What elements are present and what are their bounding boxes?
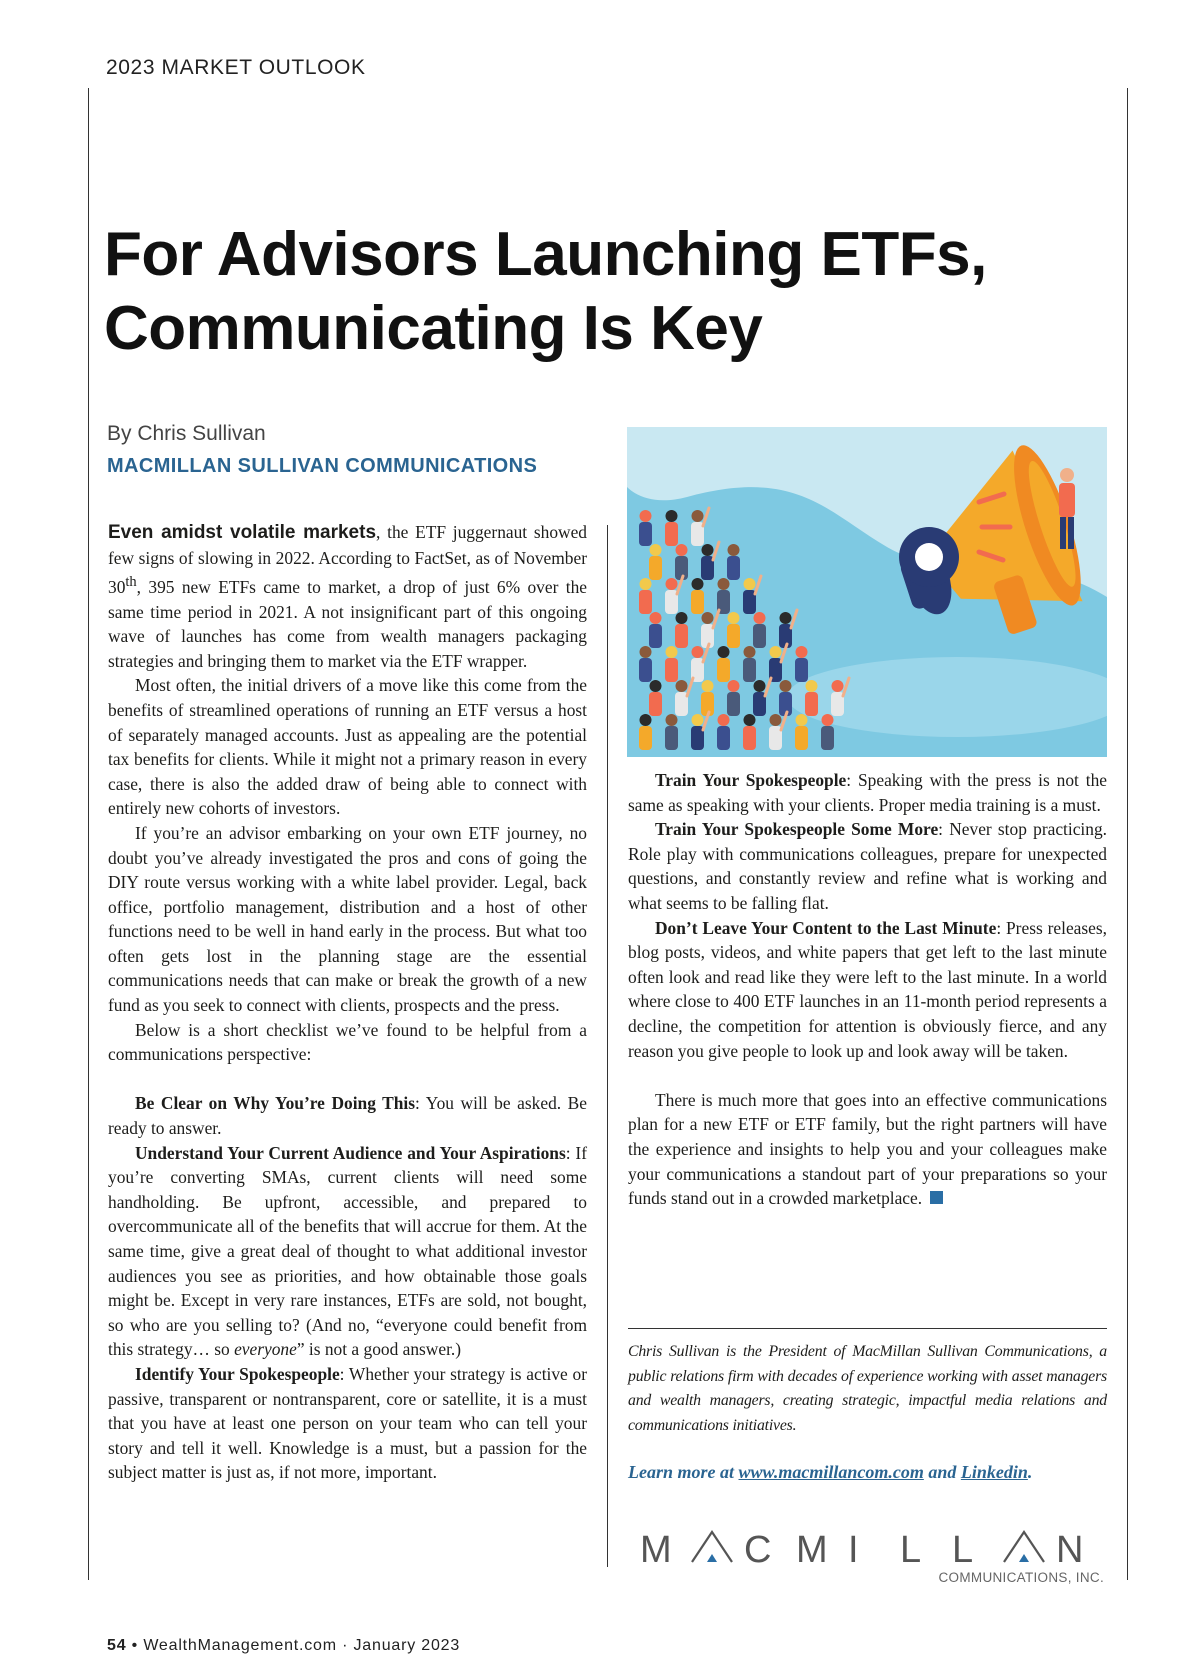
learn-more-middle: and xyxy=(923,1462,961,1482)
checklist-title: Train Your Spokespeople xyxy=(655,770,847,790)
checklist-text: : You will be asked. Be ready to answer. xyxy=(108,1093,587,1139)
italic-emphasis: everyone xyxy=(234,1339,297,1360)
article-column-right xyxy=(628,768,1107,1211)
checklist-item-train xyxy=(628,768,1107,817)
checklist-item-content xyxy=(628,916,1107,1064)
checklist-text: : Never stop practicing. Role play with communications colleagues, prepare for unexpected questions, and constantly review and refine what is working and what seems to be falling flat. xyxy=(628,819,1108,913)
paragraph-drivers: Most often, the initial drivers of a move like this come from the benefits of streamlined operations of running an ETF versus a host of separately managed accounts. Just as appealing are the potential tax benefits for clients. While it might not a primary reason in every case, there is also the added draw of being able to connect with entirely new cohorts of investors. xyxy=(108,675,587,819)
column-divider xyxy=(607,525,608,1567)
linkedin-link[interactable]: Linkedin xyxy=(960,1462,1028,1482)
checklist-text: : Whether your strategy is active or passive, transparent or nontransparent, core or satellite, it is a must that you have at least one person on your team who can tell your story and tell it well. Knowledge is a must, but a passion for the subject matter is just as, if not more, important. xyxy=(108,1363,587,1483)
learn-more-line xyxy=(628,1462,1032,1483)
logo-letter: N xyxy=(1056,1529,1084,1571)
lead-in: Even amidst volatile markets xyxy=(108,522,377,543)
logo-letter: C xyxy=(744,1529,772,1571)
megaphone-crowd-illustration xyxy=(627,427,1107,757)
learn-more-suffix: . xyxy=(1027,1462,1033,1482)
author-bio: Chris Sullivan is the President of MacMillan Sullivan Communications, a public relations firm with decades of experience working with asset managers and wealth managers, creating strategic, impactful media relations and communications initiatives. xyxy=(628,1343,1107,1434)
logo-letter: M xyxy=(796,1529,828,1571)
right-border-rule xyxy=(1127,88,1128,1580)
article-headline xyxy=(104,218,1104,366)
logo-letter: L xyxy=(952,1529,974,1571)
checklist-title: Train Your Spokespeople Some More xyxy=(655,819,939,840)
headline-line-1: For Advisors Launching ETFs, xyxy=(104,220,987,289)
left-border-rule xyxy=(88,88,89,1580)
byline: By Chris Sullivan xyxy=(107,422,266,445)
author-company: MACMILLAN SULLIVAN COMMUNICATIONS xyxy=(107,455,538,477)
paragraph-journey: If you’re an advisor embarking on your own ETF journey, no doubt you’ve already investigated the pros and cons of going the DIY route versus working with a white label provider. Legal, back office, portfolio management, distribution and a host of other functions need to be well in hand early in the process. But what too often gets lost in the planning stage are the essential communications needs that can make or break the growth of a new fund as you seek to connect with clients, prospects and the press. xyxy=(108,822,587,1016)
end-mark-icon xyxy=(930,1191,943,1204)
paragraph-checklist-intro: Below is a short checklist we’ve found to be helpful from a communications perspective: xyxy=(108,1019,587,1065)
macmillan-logo xyxy=(636,1528,1106,1584)
checklist-item-audience xyxy=(108,1141,587,1362)
logo-letter: L xyxy=(900,1529,922,1571)
intro-paragraph xyxy=(108,520,587,673)
section-label: 2023 MARKET OUTLOOK xyxy=(106,56,366,79)
website-link[interactable]: www.macmillancom.com xyxy=(738,1462,924,1482)
learn-more-prefix: Learn more at xyxy=(628,1462,739,1482)
closing-text: There is much more that goes into an effective communications plan for a new ETF or ETF family, but the right partners will have the experience and insights to help you and your colleagues make your communications a standout part of your preparations so your funds stand out in a crowded marketplace. xyxy=(628,1089,1107,1209)
checklist-item-train-more xyxy=(628,817,1107,915)
macmillan-logo-icon xyxy=(636,1528,1106,1584)
superscript: th xyxy=(125,574,137,591)
page-number: 54 xyxy=(107,1637,127,1654)
bio-divider xyxy=(628,1328,1107,1329)
checklist-item-why xyxy=(108,1091,587,1140)
footer-bullet: • xyxy=(126,1637,144,1654)
closing-paragraph xyxy=(628,1088,1107,1211)
checklist-text: : If you’re converting SMAs, current clients will need some handholding. Be upfront, accessible, and prepared to overcommunicate all of the benefits that will accrue for them. At the same time, give a great deal of thought to what additional investor audiences you see as priorities, and how obtainable those goals might be. Except in very rare instances, ETFs are sold, not bought, so who are you selling to? (And no, “everyone could benefit from this strategy… so xyxy=(108,1142,587,1360)
checklist-text: : Press releases, blog posts, videos, and white papers that get left to the last minute often look and read like they were left to the last minute. In a world where close to 400 ETF launches in an 11-month period represents a decline, the competition for attention is obviously fierce, and any reason you give people to look up and look away will be taken. xyxy=(628,917,1107,1061)
checklist-text-end: ” is not a good answer.) xyxy=(296,1339,462,1360)
footer-publication: WealthManagement.com · January 2023 xyxy=(143,1637,461,1654)
checklist-item-spokespeople xyxy=(108,1362,587,1485)
intro-text: , the ETF juggernaut showed few signs of slowing in 2022. According to FactSet, as of November 30 xyxy=(108,522,588,597)
checklist-title: Be Clear on Why You’re Doing This xyxy=(135,1093,416,1114)
checklist-title: Don’t Leave Your Content to the Last Minute xyxy=(655,917,997,938)
page-footer xyxy=(107,1637,460,1655)
checklist-title: Identify Your Spokespeople xyxy=(135,1363,340,1384)
checklist-text: : Speaking with the press is not the same as speaking with your clients. Proper media training is a must. xyxy=(628,770,1107,815)
svg-text:COMMUNICATIONS, INC.: COMMUNICATIONS, INC. xyxy=(938,1570,1104,1584)
logo-letter: M xyxy=(640,1529,672,1571)
logo-letter: I xyxy=(848,1529,859,1571)
intro-text-end: , 395 new ETFs came to market, a drop of just 6% over the same time period in 2021. A not insignificant part of this ongoing wave of launches has come from wealth managers packaging strategies and bringing them to market via the ETF wrapper. xyxy=(108,576,587,671)
megaphone-crowd-icon xyxy=(627,427,1107,757)
article-column-left xyxy=(108,520,587,1485)
headline-line-2: Communicating Is Key xyxy=(104,294,763,363)
checklist-title: Understand Your Current Audience and Your Aspirations xyxy=(135,1142,566,1163)
